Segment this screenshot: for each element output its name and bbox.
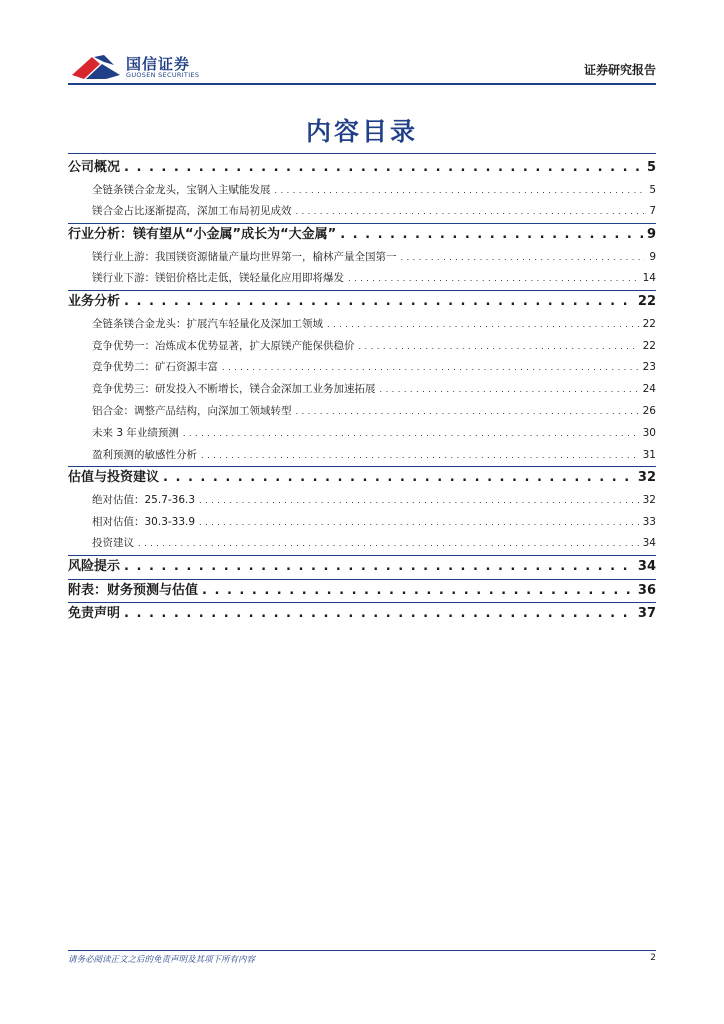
toc-entry-title: 相对估值：30.3-33.9: [92, 515, 196, 528]
toc-entry-title: 附表：财务预测与估值: [68, 582, 199, 598]
toc-dot-leader: [340, 227, 643, 242]
toc-dot-leader: [401, 253, 646, 262]
footer-disclaimer: 请务必阅读正文之后的免责声明及其项下所有内容: [68, 955, 256, 965]
toc-entry-page: 22: [642, 339, 656, 352]
toc-entry-page: 9: [649, 250, 656, 263]
toc-section-entry[interactable]: [68, 290, 656, 309]
toc-entry-title: 公司概况: [68, 160, 121, 175]
toc-entry-title: 全链条镁合金龙头，宝钢入主赋能发展: [92, 183, 271, 196]
toc-entry-title: 免责声明: [68, 606, 121, 622]
toc-dot-leader: [359, 342, 639, 351]
toc-entry-title: 镁行业上游：我国镁资源储量产量均世界第一，榆林产量全国第一: [92, 250, 397, 263]
toc-entry-page: 9: [646, 227, 656, 243]
toc-entry-page: 30: [642, 426, 656, 439]
toc-entry-page: 26: [642, 404, 656, 417]
toc-section-entry[interactable]: [68, 466, 656, 485]
toc-entry-page: 36: [637, 582, 656, 598]
toc-title: 内容目录: [305, 117, 418, 146]
toc-section-entry[interactable]: [68, 223, 656, 242]
toc-dot-leader: [201, 451, 639, 460]
toc-entry-page: 5: [649, 183, 656, 196]
toc-dot-leader: [124, 160, 643, 175]
toc-entry-page: 14: [642, 272, 656, 285]
toc-dot-leader: [183, 429, 639, 438]
toc-title-divider: [68, 153, 656, 154]
toc-entry-title: 全链条镁合金龙头：扩展汽车轻量化及深加工领域: [92, 317, 323, 330]
guosen-logo-icon: [70, 53, 124, 81]
toc-entry-page: 32: [637, 470, 656, 486]
toc-entry-title: 业务分析: [68, 294, 121, 310]
toc-subsection-entry[interactable]: [92, 514, 656, 529]
toc-entry-title: 风险提示: [68, 559, 121, 575]
toc-entry-title: 竞争优势一：冶炼成本优势显著，扩大原镁产能保供稳价: [92, 339, 355, 352]
toc-entry-page: 24: [642, 383, 656, 396]
toc-entry-title: 铝合金：调整产品结构，向深加工领域转型: [92, 404, 292, 417]
toc-dot-leader: [348, 274, 639, 283]
toc-dot-leader: [380, 385, 639, 394]
toc-dot-leader: [124, 559, 634, 574]
toc-entry-page: 22: [637, 294, 656, 310]
toc-entry-page: 22: [642, 317, 656, 330]
toc-subsection-entry[interactable]: [92, 316, 656, 331]
toc-entry-title: 竞争优势二：矿石资源丰富: [92, 361, 218, 374]
toc-dot-leader: [199, 518, 639, 527]
toc-section-entry[interactable]: [68, 579, 656, 598]
toc-entry-title: 镁合金占比逐渐提高，深加工布局初见成效: [92, 205, 292, 218]
page-header: [68, 50, 656, 84]
toc-subsection-entry[interactable]: [92, 270, 656, 285]
toc-dot-leader: [296, 407, 639, 416]
toc-entry-title: 投资建议: [92, 537, 134, 550]
toc-dot-leader: [275, 186, 646, 195]
report-type-label: 证券研究报告: [583, 63, 656, 77]
header-divider: [68, 83, 656, 85]
toc-subsection-entry[interactable]: [92, 447, 656, 462]
toc-entry-page: 23: [642, 361, 656, 374]
logo-english-name: GUOSEN SECURITIES: [126, 71, 200, 79]
toc-dot-leader: [124, 294, 634, 309]
footer-divider: [68, 950, 656, 951]
toc-section-entry[interactable]: [68, 555, 656, 574]
toc-dot-leader: [124, 606, 634, 621]
toc-subsection-entry[interactable]: [92, 425, 656, 440]
toc-entry-page: 34: [637, 559, 656, 575]
toc-entry-page: 5: [646, 160, 656, 175]
toc-subsection-entry[interactable]: [92, 359, 656, 374]
toc-subsection-entry[interactable]: [92, 338, 656, 353]
toc-dot-leader: [202, 583, 634, 598]
toc-section-entry[interactable]: [68, 602, 656, 621]
toc-entry-page: 33: [642, 515, 656, 528]
toc-subsection-entry[interactable]: [92, 203, 656, 218]
toc-entry-title: 估值与投资建议: [68, 470, 160, 486]
toc-subsection-entry[interactable]: [92, 182, 656, 197]
toc-subsection-entry[interactable]: [92, 492, 656, 507]
toc-entry-title: 未来 3 年业绩预测: [92, 426, 179, 439]
toc-subsection-entry[interactable]: [92, 403, 656, 418]
toc-dot-leader: [222, 363, 639, 372]
toc-subsection-entry[interactable]: [92, 381, 656, 396]
toc-subsection-entry[interactable]: [92, 535, 656, 550]
toc-dot-leader: [296, 207, 646, 216]
toc-subsection-entry[interactable]: [92, 249, 656, 264]
toc-entry-title: 竞争优势三：研发投入不断增长，镁合金深加工业务加速拓展: [92, 383, 376, 396]
toc-entry-title: 镁行业下游：镁铝价格比走低，镁轻量化应用即将爆发: [92, 272, 344, 285]
logo-chinese-name: 国信证券: [126, 55, 191, 73]
guosen-logo: [68, 50, 208, 84]
toc-entry-page: 31: [642, 448, 656, 461]
toc-dot-leader: [163, 470, 634, 485]
page-number: 2: [650, 953, 656, 963]
toc-entry-page: 32: [642, 493, 656, 506]
toc-entry-title: 绝对估值：25.7-36.3: [92, 493, 196, 506]
toc-section-entry[interactable]: [68, 156, 656, 175]
toc-entry-title: 行业分析：镁有望从“小金属”成长为“大金属”: [68, 227, 337, 243]
toc-entry-page: 37: [637, 606, 656, 622]
toc-entry-page: 7: [649, 205, 656, 218]
toc-dot-leader: [199, 496, 639, 505]
toc-entry-title: 盈利预测的敏感性分析: [92, 448, 197, 461]
toc-entry-page: 34: [642, 537, 656, 550]
toc-dot-leader: [138, 539, 639, 548]
toc-dot-leader: [327, 320, 639, 329]
